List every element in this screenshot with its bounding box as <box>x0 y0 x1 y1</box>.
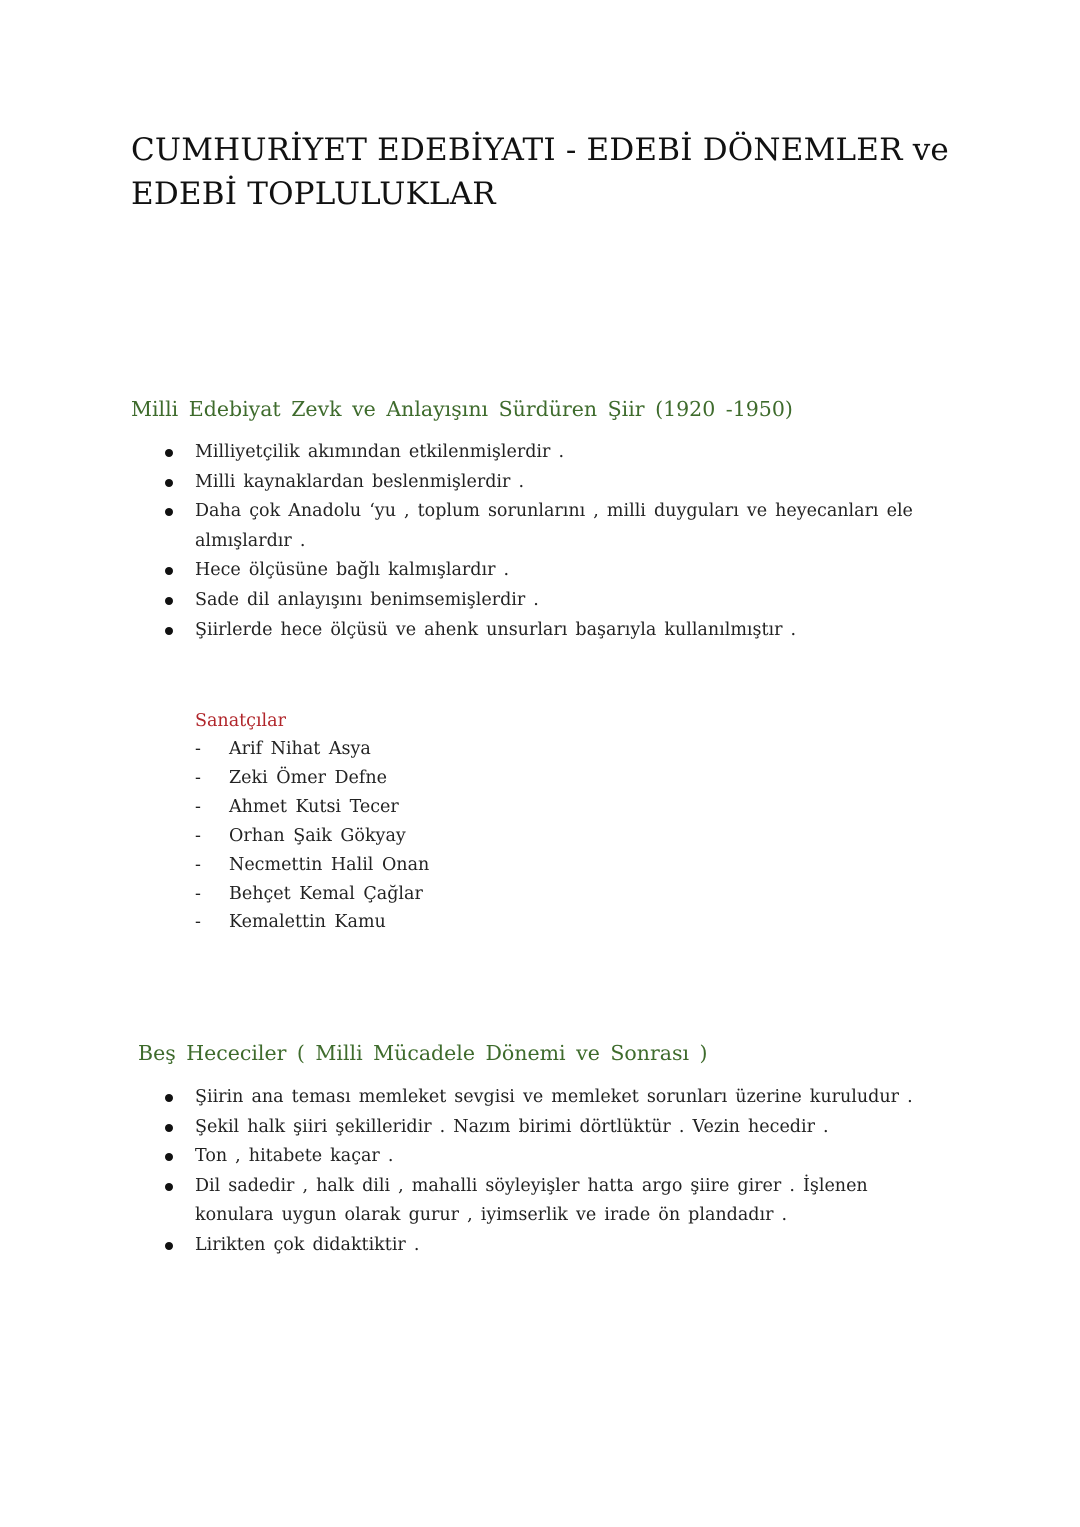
list-item <box>195 616 935 646</box>
artist-name: Zeki Ömer Defne <box>229 767 387 788</box>
list-item <box>195 438 935 468</box>
list-item <box>195 468 935 498</box>
bullet-icon <box>165 1124 173 1132</box>
section-heading-bes-hececiler: Beş Hececiler ( Milli Mücadele Dönemi ve Sonrası ) <box>138 1041 708 1065</box>
bullet-icon <box>165 479 173 487</box>
bullet-icon <box>165 567 173 575</box>
dash-icon: - <box>195 912 201 933</box>
list-item-text: Dil sadedir , halk dili , mahalli söyleyişler hatta argo şiire girer . İşlenen konulara uygun olarak gurur , iyimserlik ve irade ön plandadır . <box>195 1175 868 1226</box>
bullet-icon <box>165 1242 173 1250</box>
bullet-icon <box>165 449 173 457</box>
list-item-text: Sade dil anlayışını benimsemişlerdir . <box>195 589 539 610</box>
bullet-icon <box>165 1094 173 1102</box>
list-item <box>195 497 935 556</box>
list-item <box>195 1172 935 1231</box>
list-item-text: Ton , hitabete kaçar . <box>195 1146 394 1167</box>
artist-item <box>195 880 429 909</box>
list-item-text: Milliyetçilik akımından etkilenmişlerdir . <box>195 442 565 462</box>
bullet-list-bes-hececiler <box>195 1083 935 1261</box>
list-item-text: Şekil halk şiiri şekilleridir . Nazım birimi dörtlüktür . Vezin hecedir . <box>195 1116 829 1137</box>
artist-item <box>195 764 429 793</box>
bullet-list-milli-edebiyat <box>195 438 935 645</box>
list-item-text: Milli kaynaklardan beslenmişlerdir . <box>195 471 525 492</box>
bullet-icon <box>165 597 173 605</box>
artists-list <box>195 735 429 937</box>
artist-item <box>195 793 429 822</box>
artist-name: Orhan Şaik Gökyay <box>229 825 406 846</box>
dash-icon: - <box>195 854 201 875</box>
artist-item <box>195 908 429 937</box>
list-item <box>195 1113 935 1143</box>
list-item <box>195 1083 935 1113</box>
dash-icon: - <box>195 739 201 759</box>
section-heading-milli-edebiyat: Milli Edebiyat Zevk ve Anlayışını Sürdüren Şiir (1920 -1950) <box>131 397 793 421</box>
artist-name: Behçet Kemal Çağlar <box>229 883 423 904</box>
list-item <box>195 556 935 586</box>
artist-name: Kemalettin Kamu <box>229 912 386 933</box>
dash-icon: - <box>195 883 201 904</box>
dash-icon: - <box>195 767 201 788</box>
list-item-text: Şiirin ana teması memleket sevgisi ve memleket sorunları üzerine kuruludur . <box>195 1087 913 1107</box>
bullet-icon <box>165 627 173 635</box>
list-item <box>195 1142 935 1172</box>
list-item-text: Hece ölçüsüne bağlı kalmışlardır . <box>195 560 510 581</box>
dash-icon: - <box>195 825 201 846</box>
artist-item <box>195 822 429 851</box>
list-item-text: Lirikten çok didaktiktir . <box>195 1234 420 1255</box>
artist-item <box>195 735 429 764</box>
list-item <box>195 1231 935 1261</box>
list-item <box>195 586 935 616</box>
artist-name: Arif Nihat Asya <box>229 739 371 759</box>
page-title: CUMHURİYET EDEBİYATI - EDEBİ DÖNEMLER ve EDEBİ TOPLULUKLAR <box>131 132 949 212</box>
bullet-icon <box>165 1183 173 1191</box>
artist-item <box>195 851 429 880</box>
list-item-text: Daha çok Anadolu ‘yu , toplum sorunlarını , milli duyguları ve heyecanları ele almışlardır . <box>195 501 913 551</box>
bullet-icon <box>165 508 173 516</box>
artist-name: Ahmet Kutsi Tecer <box>229 796 399 817</box>
bullet-icon <box>165 1153 173 1161</box>
artists-heading: Sanatçılar <box>195 711 286 731</box>
dash-icon: - <box>195 796 201 817</box>
artist-name: Necmettin Halil Onan <box>229 854 430 875</box>
list-item-text: Şiirlerde hece ölçüsü ve ahenk unsurları başarıyla kullanılmıştır . <box>195 619 797 640</box>
